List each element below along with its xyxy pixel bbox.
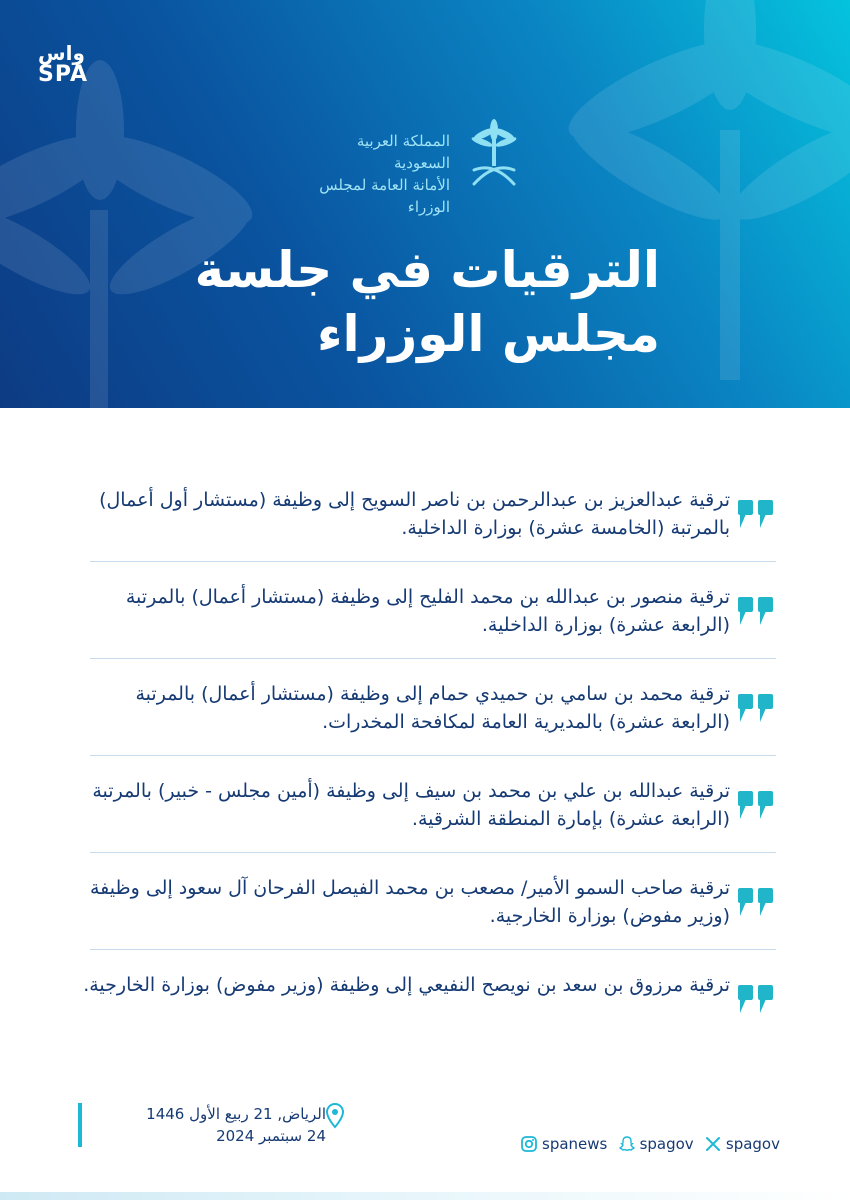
quote-icon	[736, 496, 776, 532]
spa-logo-latin: SPA	[38, 62, 88, 87]
promotion-text: ترقية عبدالعزيز بن عبدالرحمن بن ناصر السويح إلى وظيفة (مستشار أول أعمال) بالمرتبة (الخامسة عشرة) بوزارة الداخلية.	[99, 489, 730, 539]
cabinet-name	[310, 130, 450, 218]
promotion-text: ترقية منصور بن عبدالله بن محمد الفليح إلى وظيفة (مستشار أعمال) بالمرتبة (الرابعة عشرة) بوزارة الداخلية.	[125, 586, 730, 636]
x-handle: spagov	[725, 1135, 780, 1153]
saudi-emblem-icon	[470, 118, 518, 190]
promotions-list	[0, 476, 850, 1058]
quote-icon	[736, 884, 776, 920]
divider	[90, 561, 776, 562]
x-link[interactable]	[704, 1135, 780, 1153]
promotion-text: ترقية عبدالله بن علي بن محمد بن سيف إلى وظيفة (أمين مجلس - خبير) بالمرتبة (الرابعة عشرة) بإمارة المنطقة الشرقية.	[92, 780, 730, 830]
divider	[90, 949, 776, 950]
snapchat-handle: spagov	[639, 1135, 694, 1153]
bottom-band	[0, 1192, 850, 1200]
snapchat-icon	[618, 1135, 636, 1153]
cabinet-name-line1: المملكة العربية السعودية	[356, 132, 450, 172]
list-item	[0, 670, 850, 767]
date-hijri: الرياض, 21 ربيع الأول 1446	[146, 1105, 326, 1123]
date-gregorian: 24 سبتمبر 2024	[216, 1127, 326, 1145]
list-item	[0, 476, 850, 573]
x-icon	[704, 1135, 722, 1153]
promotion-text: ترقية صاحب السمو الأمير/ مصعب بن محمد الفيصل الفرحان آل سعود إلى وظيفة (وزير مفوض) بوزارة الخارجية.	[89, 877, 730, 927]
quote-icon	[736, 787, 776, 823]
spa-logo-arabic: واس	[38, 41, 85, 65]
list-item	[0, 961, 850, 1058]
list-item	[0, 767, 850, 864]
page-title-line2: مجلس الوزراء	[316, 305, 660, 363]
instagram-handle: spanews	[542, 1135, 608, 1153]
list-item	[0, 573, 850, 670]
spa-logo	[38, 42, 108, 88]
snapchat-link[interactable]	[618, 1135, 694, 1153]
divider	[90, 755, 776, 756]
promotion-text: ترقية محمد بن سامي بن حميدي حمام إلى وظيفة (مستشار أعمال) بالمرتبة (الرابعة عشرة) بالمديرية العامة لمكافحة المخدرات.	[135, 683, 730, 733]
header-banner	[0, 0, 850, 408]
date-block	[78, 1103, 360, 1147]
quote-icon	[736, 593, 776, 629]
quote-icon	[736, 690, 776, 726]
cabinet-name-line2: الأمانة العامة لمجلس الوزراء	[319, 176, 450, 216]
quote-icon	[736, 981, 776, 1017]
social-links	[520, 1132, 780, 1156]
divider	[90, 658, 776, 659]
page-title	[60, 238, 660, 366]
instagram-icon	[520, 1135, 538, 1153]
divider	[90, 852, 776, 853]
page-title-line1: الترقيات في جلسة	[194, 241, 660, 299]
promotion-text: ترقية مرزوق بن سعد بن نويصح النفيعي إلى وظيفة (وزير مفوض) بوزارة الخارجية.	[83, 974, 730, 996]
list-item	[0, 864, 850, 961]
instagram-link[interactable]	[520, 1135, 607, 1153]
